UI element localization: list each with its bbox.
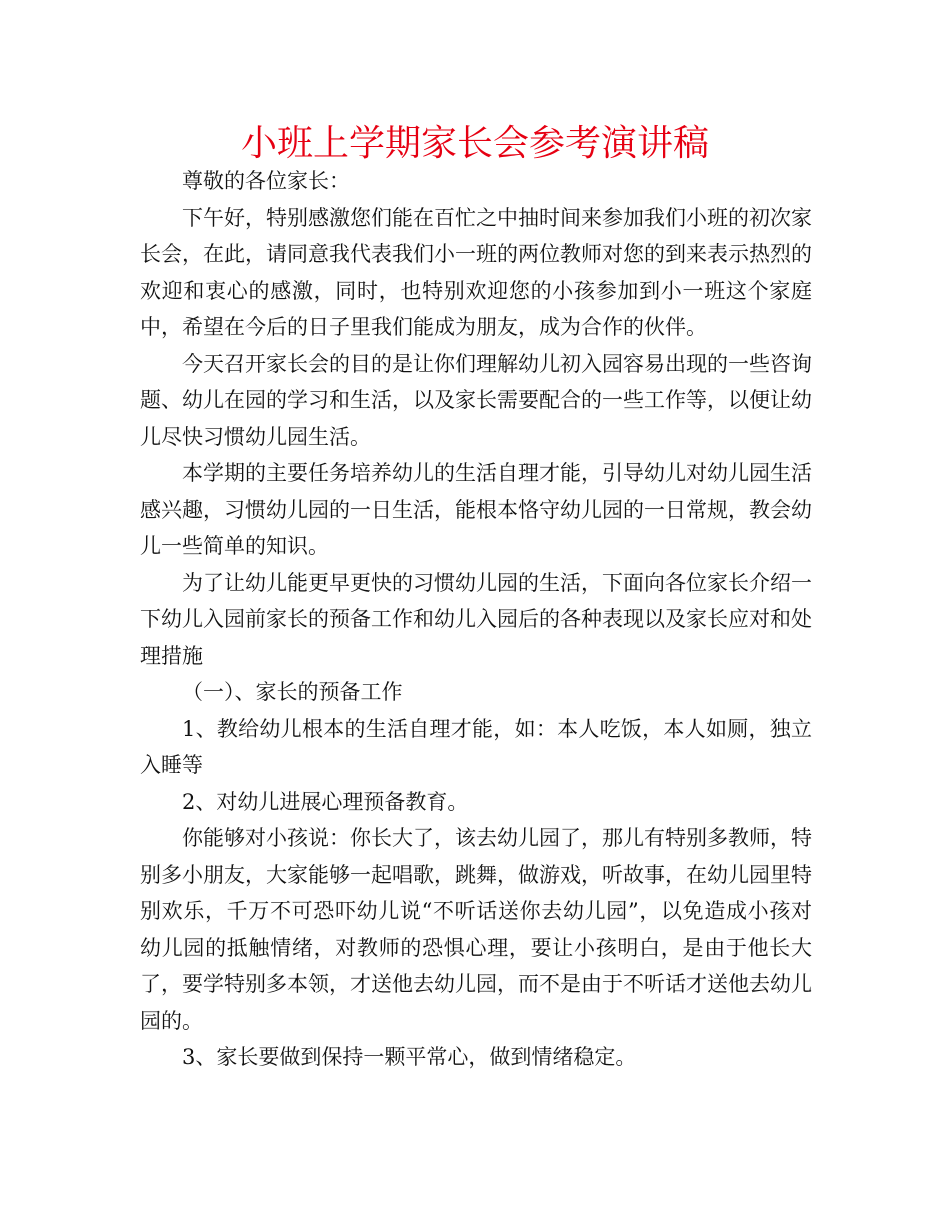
- section-heading-preparation: （一）、家长的预备工作: [182, 680, 403, 704]
- paragraph-tasks: 本学期的主要任务培养幼儿的生活自理才能，引导幼儿对幼儿园生活感兴趣，习惯幼儿园的一日生活，能根本恪守幼儿园的一日常规，教会幼儿一些简单的知识。: [140, 461, 812, 558]
- document-body: [140, 163, 812, 1076]
- paragraph-purpose: 今天召开家长会的目的是让你们理解幼儿初入园容易出现的一些咨询题、幼儿在园的学习和生活，以及家长需要配合的一些工作等，以便让幼儿尽快习惯幼儿园生活。: [140, 351, 812, 449]
- salutation: 尊敬的各位家长：: [182, 169, 350, 193]
- paragraph-greeting: 下午好，特别感激您们能在百忙之中抽时间来参加我们小班的初次家长会，在此，请同意我代表我们小一班的两位教师对您的到来表示热烈的欢迎和衷心的感激，同时，也特别欢迎您的小孩参加到小一班这个家庭中，希望在今后的日子里我们能成为朋友，成为合作的伙伴。: [140, 205, 812, 339]
- list-item-3: 3、家长要做到保持一颗平常心，做到情绪稳定。: [182, 1045, 637, 1069]
- paragraph-advice: 你能够对小孩说：你长大了，该去幼儿园了，那儿有特别多教师，特别多小朋友，大家能够一起唱歌，跳舞，做游戏，听故事，在幼儿园里特别欢乐，千万不可恐吓幼儿说“不听话送你去幼儿园”，以免造成小孩对幼儿园的抵触情绪，对教师的恐惧心理，要让小孩明白，是由于他长大了，要学特别多本领，才送他去幼儿园，而不是由于不听话才送他去幼儿园的。: [140, 826, 812, 1033]
- list-item-2: 2、对幼儿进展心理预备教育。: [182, 789, 469, 814]
- list-item-1: 1、教给幼儿根本的生活自理才能，如：本人吃饭，本人如厕，独立入睡等: [140, 716, 812, 777]
- paragraph-intro: 为了让幼儿能更早更快的习惯幼儿园的生活，下面向各位家长介绍一下幼儿入园前家长的预备工作和幼儿入园后的各种表现以及家长应对和处理措施: [140, 570, 812, 668]
- document-title: 小班上学期家长会参考演讲稿: [240, 123, 709, 164]
